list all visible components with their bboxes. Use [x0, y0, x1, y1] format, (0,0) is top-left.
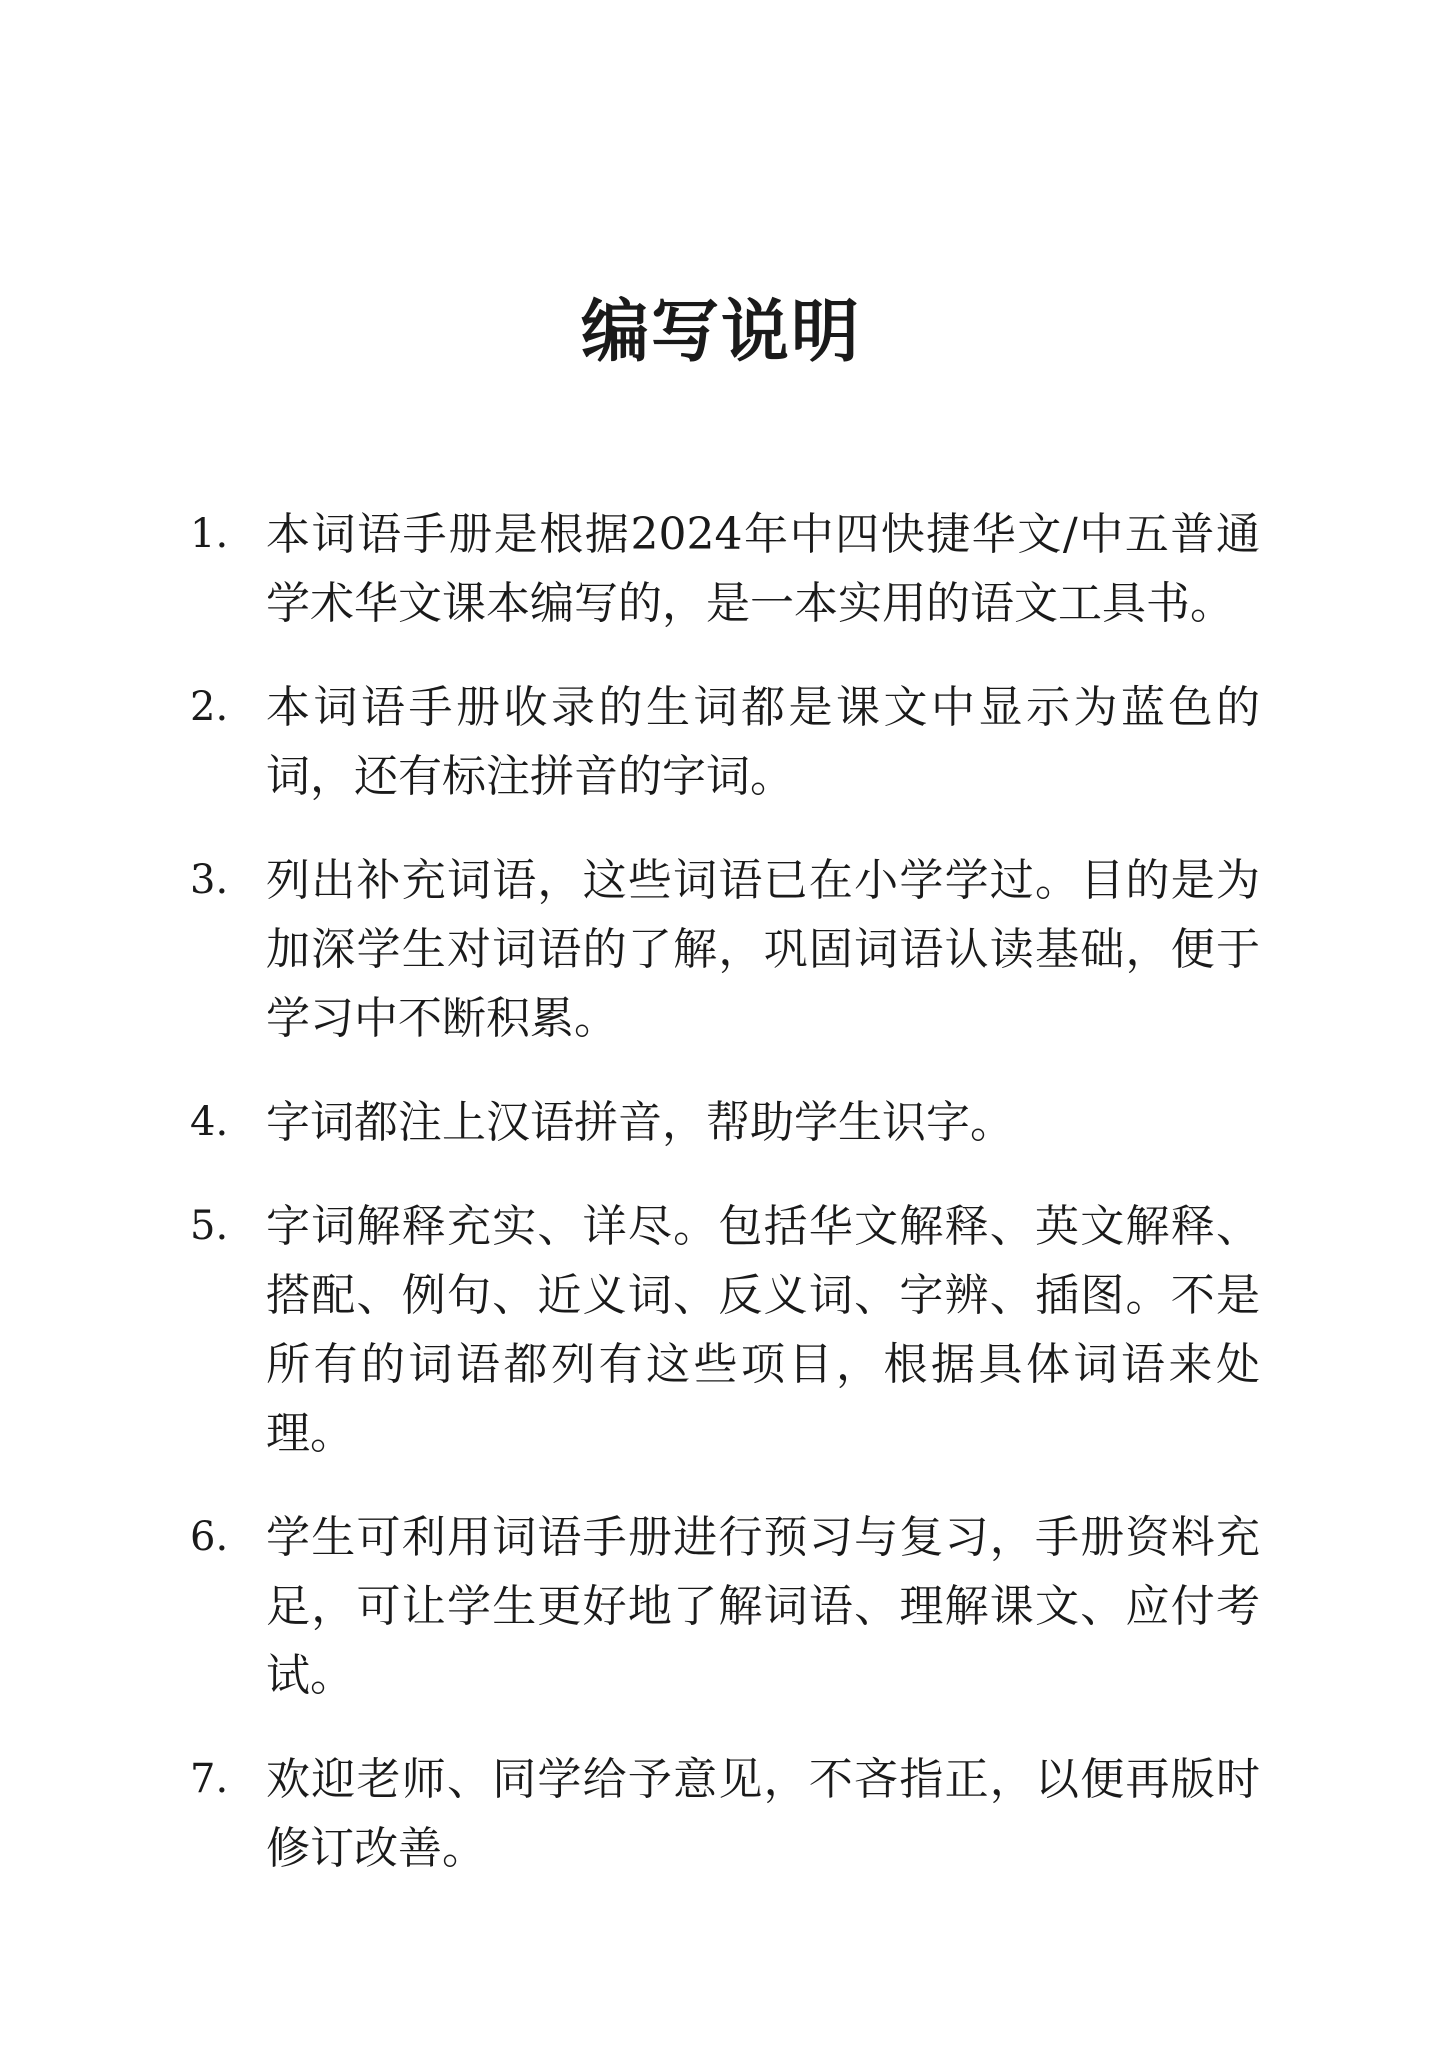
list-item [190, 1503, 1260, 1710]
item-number: 6. [190, 1514, 229, 1560]
item-number: 3. [190, 857, 229, 903]
instruction-list [190, 500, 1260, 1918]
list-item [190, 1088, 1260, 1157]
item-text: 列出补充词语，这些词语已在小学学过。目的是为加深学生对词语的了解，巩固词语认读基础，便于学习中不断积累。 [266, 855, 1260, 1044]
page-title: 编写说明 [580, 293, 861, 372]
list-item [190, 846, 1260, 1053]
item-text: 欢迎老师、同学给予意见，不吝指正，以便再版时修订改善。 [266, 1754, 1260, 1874]
item-number: 7. [190, 1756, 229, 1802]
list-item [190, 673, 1260, 811]
item-number: 4. [190, 1099, 229, 1145]
item-text: 学生可利用词语手册进行预习与复习，手册资料充足，可让学生更好地了解词语、理解课文、应付考试。 [266, 1512, 1260, 1701]
item-number: 5. [190, 1203, 229, 1249]
item-text: 本词语手册收录的生词都是课文中显示为蓝色的词，还有标注拼音的字词。 [266, 682, 1260, 802]
item-text: 本词语手册是根据2024年中四快捷华文/中五普通学术华文课本编写的，是一本实用的语文工具书。 [266, 509, 1260, 629]
list-item [190, 1192, 1260, 1468]
item-number: 2. [190, 684, 229, 730]
item-text: 字词解释充实、详尽。包括华文解释、英文解释、搭配、例句、近义词、反义词、字辨、插图。不是所有的词语都列有这些项目，根据具体词语来处理。 [266, 1201, 1260, 1459]
item-number: 1. [190, 511, 229, 557]
item-text: 字词都注上汉语拼音，帮助学生识字。 [266, 1097, 1014, 1148]
list-item [190, 500, 1260, 638]
list-item [190, 1745, 1260, 1883]
